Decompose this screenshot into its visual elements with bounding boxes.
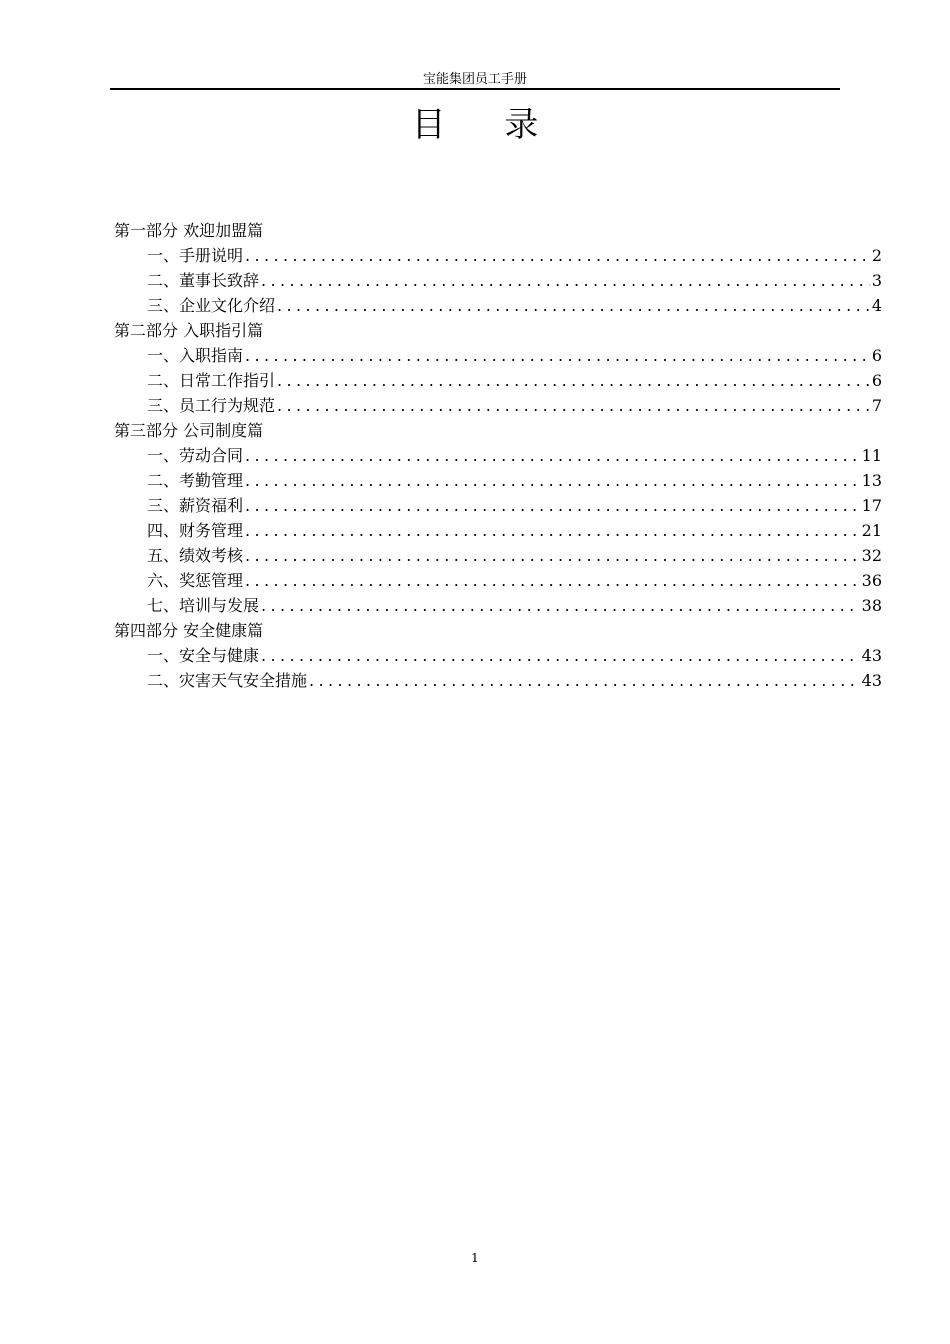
- header-divider: [110, 88, 840, 90]
- toc-entry-label: 一、安全与健康: [147, 646, 260, 665]
- toc-entry-page: 43: [861, 671, 882, 690]
- dot-leader: [245, 568, 860, 593]
- toc-section-title: 第一部分 欢迎加盟篇: [114, 221, 264, 240]
- toc-entry[interactable]: [114, 268, 882, 293]
- page-number: 1: [471, 1251, 479, 1265]
- toc-entry-page: 21: [861, 521, 882, 540]
- dot-leader: [309, 668, 860, 693]
- toc-entry-page: 43: [861, 646, 882, 665]
- toc-entry-page: 13: [861, 471, 882, 490]
- toc-entry[interactable]: [114, 568, 882, 593]
- toc-entry[interactable]: [114, 293, 882, 318]
- toc-section-title: 第四部分 安全健康篇: [114, 621, 264, 640]
- toc-entry-page: 32: [861, 546, 882, 565]
- toc-entry-page: 17: [861, 496, 882, 515]
- toc-entry-label: 七、培训与发展: [147, 596, 260, 615]
- toc-entry[interactable]: [114, 643, 882, 668]
- dot-leader: [245, 443, 860, 468]
- toc-entry-label: 二、考勤管理: [147, 471, 244, 490]
- dot-leader: [245, 468, 860, 493]
- toc-entry[interactable]: [114, 593, 882, 618]
- dot-leader: [261, 268, 870, 293]
- toc-entry[interactable]: [114, 243, 882, 268]
- toc-entry[interactable]: [114, 368, 882, 393]
- dot-leader: [261, 593, 860, 618]
- page-header: 宝能集团员工手册: [422, 72, 527, 87]
- toc-entry-page: 11: [861, 446, 882, 465]
- toc-entry-label: 一、入职指南: [147, 346, 244, 365]
- dot-leader: [277, 293, 870, 318]
- toc-entry-page: 6: [871, 371, 882, 390]
- toc-entry-label: 二、日常工作指引: [147, 371, 276, 390]
- toc-entry-page: 4: [871, 296, 882, 315]
- toc-entry-label: 四、财务管理: [147, 521, 244, 540]
- toc-section-title: 第二部分 入职指引篇: [114, 321, 264, 340]
- toc-entry-page: 2: [871, 246, 882, 265]
- toc-entry-page: 36: [861, 571, 882, 590]
- dot-leader: [277, 368, 870, 393]
- dot-leader: [261, 643, 860, 668]
- toc-entry-page: 38: [861, 596, 882, 615]
- document-title: 目 录: [411, 105, 563, 145]
- toc-entry-label: 一、手册说明: [147, 246, 244, 265]
- toc-entry-label: 三、薪资福利: [147, 496, 244, 515]
- toc-entry[interactable]: [114, 543, 882, 568]
- toc-entry-label: 三、企业文化介绍: [147, 296, 276, 315]
- toc-entry[interactable]: [114, 468, 882, 493]
- toc-entry-label: 五、绩效考核: [147, 546, 244, 565]
- dot-leader: [245, 543, 860, 568]
- dot-leader: [245, 518, 860, 543]
- toc-entry-page: 7: [871, 396, 882, 415]
- toc-entry-label: 三、员工行为规范: [147, 396, 276, 415]
- toc-entry-label: 六、奖惩管理: [147, 571, 244, 590]
- dot-leader: [245, 493, 860, 518]
- toc-entry-label: 二、董事长致辞: [147, 271, 260, 290]
- toc-entry[interactable]: [114, 343, 882, 368]
- toc-entry-label: 一、劳动合同: [147, 446, 244, 465]
- toc-entry-page: 3: [871, 271, 882, 290]
- toc-entry[interactable]: [114, 518, 882, 543]
- dot-leader: [245, 243, 870, 268]
- toc-entry[interactable]: [114, 443, 882, 468]
- toc-entry[interactable]: [114, 493, 882, 518]
- toc-entry[interactable]: [114, 668, 882, 693]
- dot-leader: [277, 393, 870, 418]
- toc-entry-label: 二、灾害天气安全措施: [147, 671, 308, 690]
- table-of-contents: [114, 218, 882, 693]
- dot-leader: [245, 343, 870, 368]
- toc-section-title: 第三部分 公司制度篇: [114, 421, 264, 440]
- toc-entry[interactable]: [114, 393, 882, 418]
- toc-entry-page: 6: [871, 346, 882, 365]
